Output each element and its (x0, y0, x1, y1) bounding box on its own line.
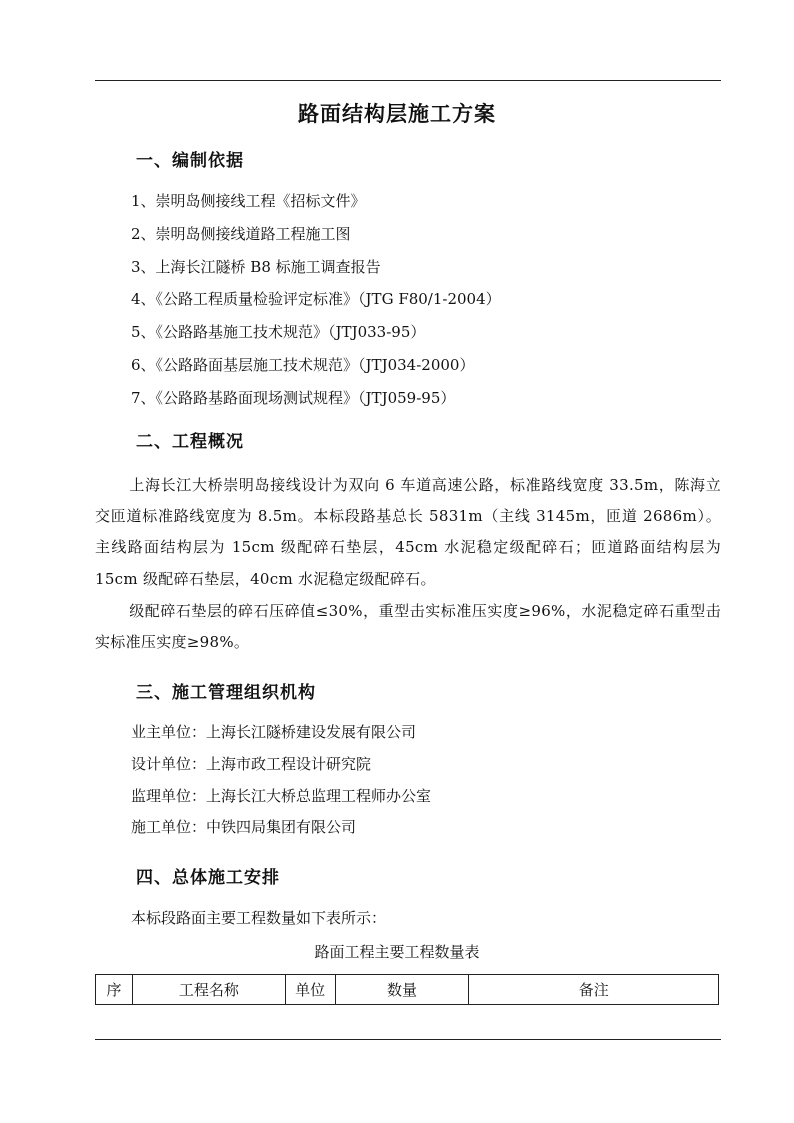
footer-rule (95, 1039, 721, 1040)
organization-item: 设计单位：上海市政工程设计研究院 (131, 754, 372, 773)
organization-item: 监理单位：上海长江大桥总监理工程师办公室 (131, 786, 432, 805)
basis-item: 4、《公路工程质量检验评定标准》（JTG F80/1-2004） (131, 290, 501, 309)
basis-item: 3、上海长江隧桥 B8 标施工调查报告 (131, 257, 381, 276)
section-heading-basis: 一、编制依据 (136, 151, 244, 171)
section-heading-overview: 二、工程概况 (136, 432, 244, 452)
organization-list (131, 722, 431, 849)
overview-paragraph-2 (95, 596, 721, 658)
basis-item: 7、《公路路基路面现场测试规程》（JTJ059-95） (131, 388, 456, 407)
table-header-cell: 序 (96, 975, 133, 1005)
table-caption: 路面工程主要工程数量表 (314, 943, 480, 961)
table-header-cell: 数量 (335, 975, 469, 1005)
section-heading-organization: 三、施工管理组织机构 (136, 683, 316, 703)
table-header-cell: 工程名称 (132, 975, 285, 1005)
overview-paragraph-1-text: 上海长江大桥崇明岛接线设计为双向 6 车道高速公路，标准路线宽度 33.5m，陈海立交匝道标准路线宽度为 8.5m。本标段路基总长 5831m（主线 3145m，匝道 2686m）。主线路面结构层为 15cm 级配碎石垫层，45cm 水泥稳定级配碎石；匝道路面结构层为 15cm 级配碎石垫层，40cm 水泥稳定级配碎石。 (95, 476, 721, 588)
basis-item: 1、崇明岛侧接线工程《招标文件》 (131, 192, 366, 210)
overview-paragraph-1 (95, 470, 721, 595)
table-header-cell: 单位 (285, 975, 335, 1005)
organization-item: 施工单位：中铁四局集团有限公司 (131, 818, 357, 837)
table-header-row (96, 975, 719, 1005)
document-title: 路面结构层施工方案 (298, 101, 496, 126)
overview-paragraph-2-text: 级配碎石垫层的碎石压碎值≤30%，重型击实标准压实度≥96%，水泥稳定碎石重型击实标准压实度≥98%。 (95, 602, 721, 652)
table-header-cell: 备注 (469, 975, 719, 1005)
organization-item: 业主单位：上海长江隧桥建设发展有限公司 (131, 723, 417, 741)
arrangement-intro: 本标段路面主要工程数量如下表所示： (131, 909, 387, 927)
basis-list (131, 191, 501, 421)
basis-item: 2、崇明岛侧接线道路工程施工图 (131, 224, 351, 243)
basis-item: 6、《公路路面基层施工技术规范》（JTJ034-2000） (131, 355, 475, 374)
section-heading-arrangement: 四、总体施工安排 (136, 868, 280, 888)
quantity-table (95, 974, 719, 1005)
header-rule (95, 80, 721, 81)
basis-item: 5、《公路路基施工技术规范》（JTJ033-95） (131, 323, 426, 342)
